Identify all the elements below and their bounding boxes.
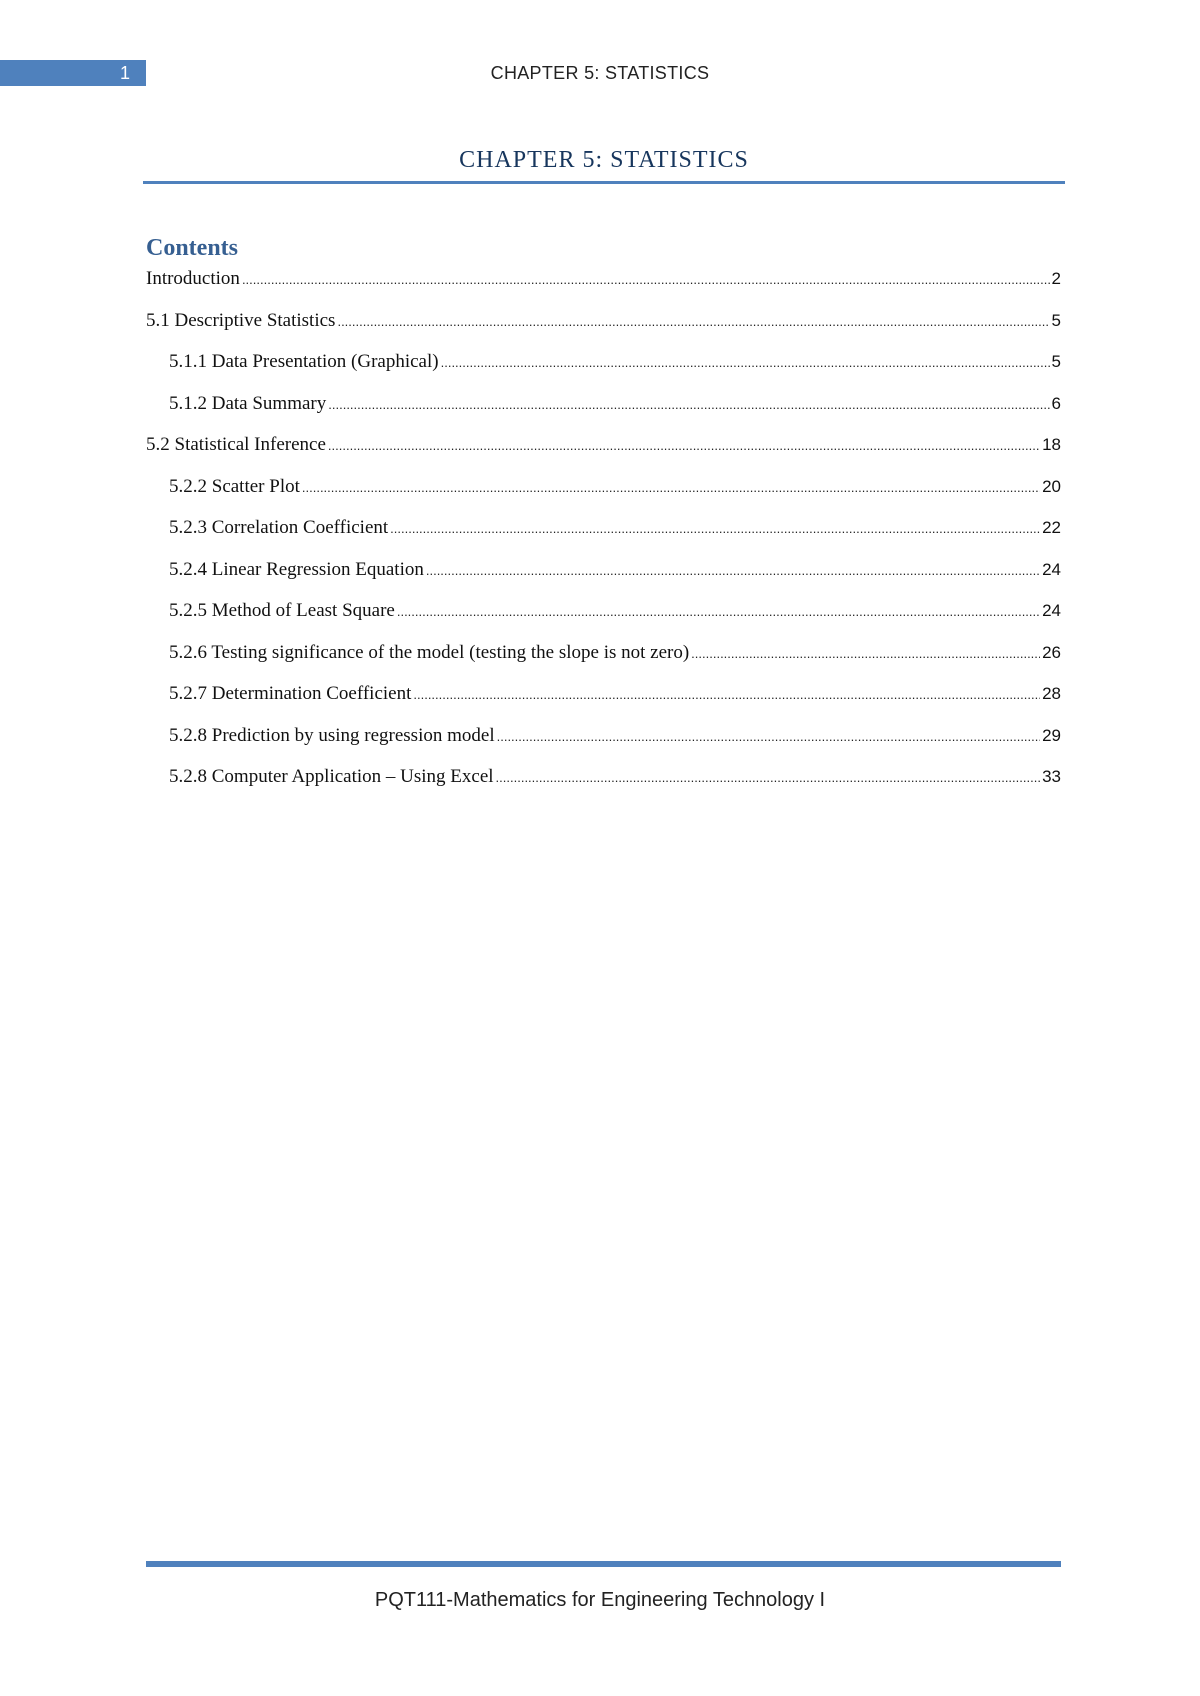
toc-entry-page-number[interactable]: 29 bbox=[1042, 725, 1061, 745]
toc-entry-label[interactable]: 5.2.2 Scatter Plot bbox=[169, 475, 300, 497]
running-footer: PQT111-Mathematics for Engineering Technology I bbox=[374, 1589, 826, 1611]
toc-entry-label[interactable]: 5.2.7 Determination Coefficient bbox=[169, 683, 412, 704]
toc-entry-label[interactable]: 5.1.2 Data Summary bbox=[169, 392, 327, 414]
toc-entry-page-number[interactable]: 28 bbox=[1042, 684, 1061, 703]
toc-entry-page-number[interactable]: 24 bbox=[1042, 601, 1061, 620]
toc-dot-leader bbox=[242, 267, 1050, 293]
toc-entry-label[interactable]: 5.2.3 Correlation Coefficient bbox=[169, 517, 389, 538]
page-number-badge: 1 bbox=[0, 60, 146, 86]
toc-entry[interactable] bbox=[146, 640, 1061, 682]
toc-entry[interactable] bbox=[146, 723, 1061, 765]
toc-entry[interactable] bbox=[146, 474, 1061, 516]
toc-entry[interactable] bbox=[146, 681, 1061, 723]
toc-dot-leader bbox=[426, 558, 1040, 584]
toc-dot-leader bbox=[497, 724, 1040, 750]
toc-entry[interactable] bbox=[146, 557, 1061, 599]
toc-dot-leader bbox=[328, 392, 1049, 418]
toc-entry[interactable] bbox=[146, 349, 1061, 391]
footer-rule bbox=[146, 1561, 1061, 1567]
toc-entry-page-number[interactable]: 33 bbox=[1042, 767, 1061, 786]
toc-entry[interactable] bbox=[146, 432, 1061, 474]
running-header: CHAPTER 5: STATISTICS bbox=[490, 63, 710, 83]
toc-entry-page-number[interactable]: 22 bbox=[1042, 518, 1061, 537]
toc-entry-label[interactable]: 5.1.1 Data Presentation (Graphical) bbox=[169, 351, 439, 372]
toc-entry[interactable] bbox=[146, 391, 1061, 433]
toc-entry-page-number[interactable]: 2 bbox=[1051, 269, 1061, 288]
toc-dot-leader bbox=[397, 599, 1040, 625]
toc-dot-leader bbox=[441, 350, 1050, 376]
toc-dot-leader bbox=[496, 765, 1041, 791]
toc-entry-label[interactable]: 5.2.4 Linear Regression Equation bbox=[169, 558, 424, 580]
toc-entry-page-number[interactable]: 18 bbox=[1042, 435, 1061, 454]
toc-entry-page-number[interactable]: 24 bbox=[1042, 559, 1061, 579]
toc-entry-label[interactable]: 5.2.8 Prediction by using regression model bbox=[169, 724, 495, 746]
toc-entry-label[interactable]: 5.2 Statistical Inference bbox=[146, 434, 326, 455]
toc-dot-leader bbox=[328, 433, 1040, 459]
toc-entry-label[interactable]: Introduction bbox=[146, 268, 240, 289]
toc-entry-page-number[interactable]: 20 bbox=[1042, 476, 1061, 496]
toc-entry[interactable] bbox=[146, 515, 1061, 557]
toc-entry[interactable] bbox=[146, 764, 1061, 806]
toc-entry-label[interactable]: 5.1 Descriptive Statistics bbox=[146, 309, 336, 331]
toc-entry-label[interactable]: 5.2.8 Computer Application – Using Excel bbox=[169, 766, 494, 787]
toc-entry[interactable] bbox=[146, 308, 1061, 350]
toc-entry-page-number[interactable]: 5 bbox=[1051, 352, 1061, 371]
toc-entry-page-number[interactable]: 26 bbox=[1042, 642, 1061, 662]
document-title: CHAPTER 5: STATISTICS bbox=[459, 147, 749, 173]
toc-entry[interactable] bbox=[146, 266, 1061, 308]
toc-dot-leader bbox=[337, 309, 1049, 335]
toc-entry-page-number[interactable]: 5 bbox=[1051, 310, 1061, 330]
toc-entry-label[interactable]: 5.2.5 Method of Least Square bbox=[169, 600, 395, 621]
title-underline bbox=[143, 181, 1065, 184]
toc-entry[interactable] bbox=[146, 598, 1061, 640]
table-of-contents bbox=[146, 266, 1061, 806]
toc-entry-label[interactable]: 5.2.6 Testing significance of the model (testing the slope is not zero) bbox=[169, 641, 690, 663]
toc-dot-leader bbox=[691, 641, 1040, 667]
toc-entry-page-number[interactable]: 6 bbox=[1051, 393, 1061, 413]
toc-dot-leader bbox=[302, 475, 1040, 501]
toc-dot-leader bbox=[413, 682, 1040, 708]
toc-heading: Contents bbox=[146, 235, 239, 261]
toc-dot-leader bbox=[390, 516, 1040, 542]
